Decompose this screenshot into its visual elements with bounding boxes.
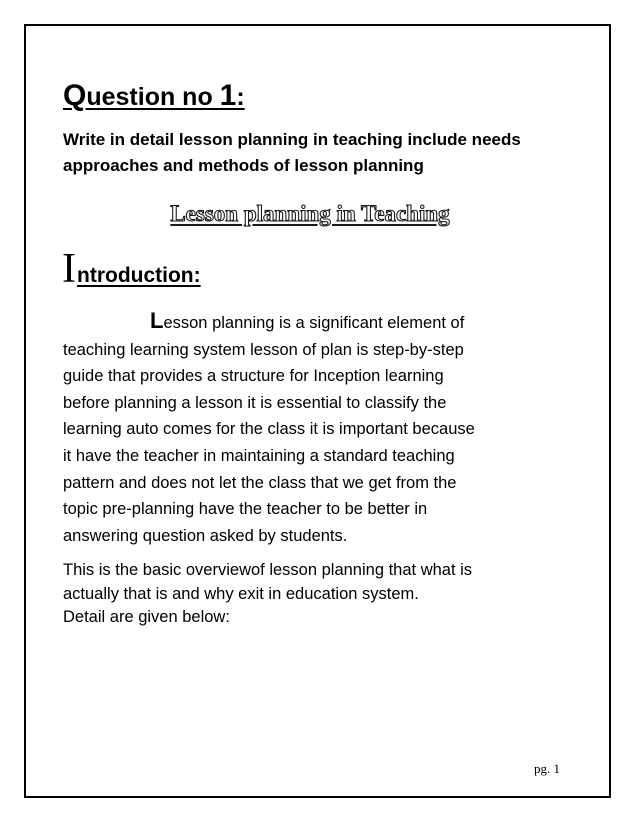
paragraph-line: guide that provides a structure for Inception learning bbox=[63, 367, 444, 386]
question-number: 1 bbox=[219, 79, 237, 112]
introduction-heading bbox=[62, 246, 573, 296]
question-word: uestion no bbox=[86, 83, 220, 111]
introduction-initial: I bbox=[62, 246, 77, 292]
question-prompt bbox=[63, 127, 573, 179]
paragraph-line: learning auto comes for the class it is important because bbox=[63, 420, 475, 439]
paragraph-line: teaching learning system lesson of plan is step-by-step bbox=[63, 340, 464, 359]
paragraph-line: topic pre-planning have the teacher to be better in bbox=[63, 500, 428, 519]
paragraph-line: it have the teacher in maintaining a standard teaching bbox=[63, 446, 455, 465]
paragraph-line: answering question asked by students. bbox=[63, 526, 348, 545]
paragraph-line: pattern and does not let the class that we get from the bbox=[63, 473, 457, 492]
paragraph-initial: L bbox=[150, 308, 164, 333]
page-number: pg. 1 bbox=[534, 761, 560, 776]
document-content bbox=[63, 80, 573, 630]
overview-line: Detail are given below: bbox=[63, 608, 230, 627]
introduction-rest: ntroduction: bbox=[77, 264, 201, 287]
introduction-paragraph bbox=[63, 308, 573, 549]
question-initial: Q bbox=[63, 79, 87, 112]
paragraph-line: before planning a lesson it is essential to classify the bbox=[63, 393, 447, 412]
question-heading bbox=[63, 80, 573, 113]
overview-line: actually that is and why exit in education system. bbox=[63, 584, 419, 603]
question-colon: : bbox=[236, 83, 245, 111]
prompt-line-2: approaches and methods of lesson planning bbox=[63, 156, 424, 175]
document-title: Lesson planning in Teaching bbox=[170, 201, 450, 226]
prompt-line-1: Write in detail lesson planning in teaching include needs bbox=[63, 130, 521, 149]
overview-line: This is the basic overviewof lesson planning that what is bbox=[63, 561, 473, 580]
paragraph-line-1: esson planning is a significant element of bbox=[163, 314, 465, 332]
overview-paragraph bbox=[63, 559, 573, 630]
